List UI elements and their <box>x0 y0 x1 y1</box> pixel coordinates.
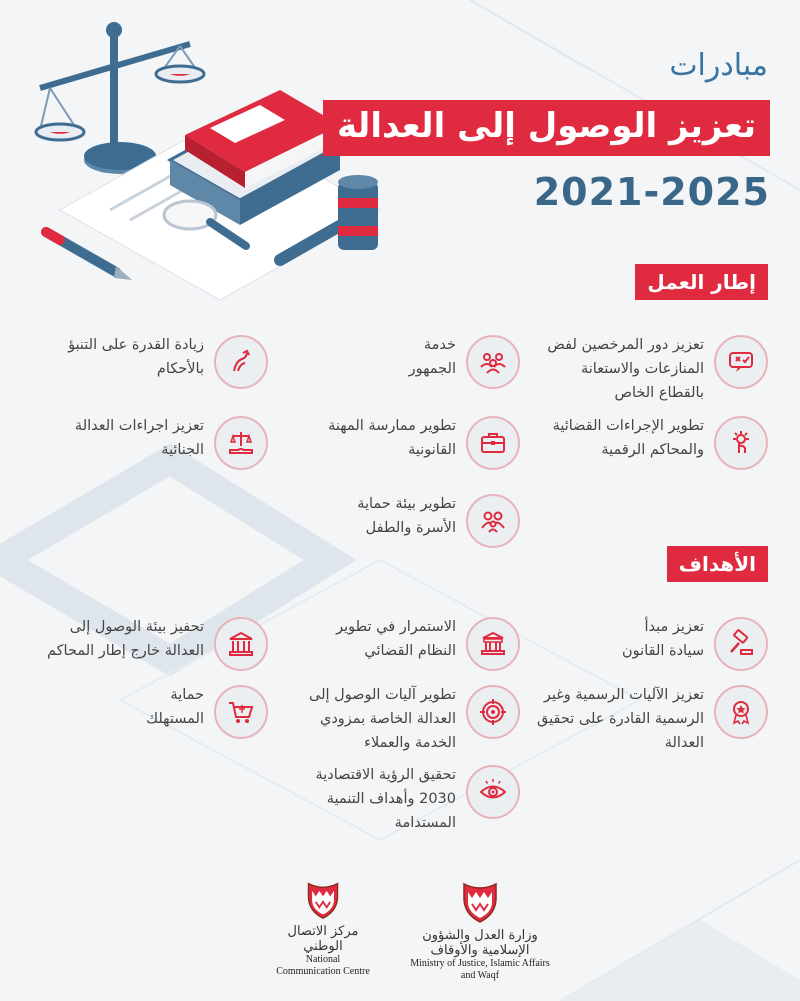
goal-item <box>28 683 268 763</box>
goal-item-text: تعزيز الآليات الرسمية وغير الرسمية القادرة على تحقيق العدالة <box>537 687 704 751</box>
eye-icon <box>466 765 520 819</box>
goal-item <box>528 683 768 763</box>
ncc-name-en-line1: National <box>305 954 341 965</box>
years-range: 2021-2025 <box>533 170 770 214</box>
framework-item <box>528 414 768 494</box>
goal-item-text: تحفيز بيئة الوصول إلى العدالة خارج إطار المحاكم <box>47 619 204 659</box>
ministry-name-en-line2: and Waqf <box>460 970 500 981</box>
briefcase-icon <box>466 416 520 470</box>
framework-item <box>528 333 768 413</box>
dispute-resolution-icon <box>714 335 768 389</box>
target-icon <box>466 685 520 739</box>
goal-item <box>280 763 520 843</box>
framework-item <box>280 414 520 494</box>
courthouse-icon <box>214 617 268 671</box>
framework-item <box>280 492 520 572</box>
goal-item-text: تطوير آليات الوصول إلى العدالة الخاصة بمزودي الخدمة والعملاء <box>309 687 456 751</box>
framework-item-text: تعزيز دور المرخصين لفض المنازعات والاستعانة بالقطاع الخاص <box>547 337 704 401</box>
ministry-logo <box>400 880 560 982</box>
shopping-cart-icon <box>214 685 268 739</box>
family-icon <box>466 494 520 548</box>
framework-item-text: تطوير الإجراءات القضائية والمحاكم الرقمية <box>552 418 704 458</box>
goals-heading: الأهداف <box>667 546 768 582</box>
growth-arrow-icon <box>214 335 268 389</box>
framework-heading: إطار العمل <box>635 264 768 300</box>
goal-item <box>280 683 520 763</box>
framework-item-text: خدمة الجمهور <box>408 337 456 377</box>
ncc-logo <box>268 880 378 978</box>
scales-hand-icon <box>214 416 268 470</box>
goal-item-text: الاستمرار في تطوير النظام القضائي <box>336 619 456 659</box>
framework-item-text: تطوير ممارسة المهنة القانونية <box>328 418 456 458</box>
framework-item <box>28 333 268 413</box>
judicial-system-icon <box>466 617 520 671</box>
goal-item-text: تعزيز مبدأ سيادة القانون <box>622 619 704 659</box>
ncc-emblem-icon <box>303 880 343 920</box>
framework-item <box>280 333 520 413</box>
ncc-name-ar: مركز الاتصال الوطني <box>287 924 359 954</box>
gavel-icon <box>714 617 768 671</box>
initiatives-label: مبادرات <box>669 48 768 83</box>
justice-illustration <box>20 10 400 310</box>
framework-item-text: زيادة القدرة على التنبؤ بالأحكام <box>68 337 204 377</box>
people-group-icon <box>466 335 520 389</box>
framework-item-text: تطوير بيئة حماية الأسرة والطفل <box>357 496 456 536</box>
ministry-emblem-icon <box>458 880 502 924</box>
page-title: تعزيز الوصول إلى العدالة <box>323 100 770 156</box>
digital-touch-icon <box>714 416 768 470</box>
award-badge-icon <box>714 685 768 739</box>
ministry-name-en-line1: Ministry of Justice, Islamic Affairs <box>410 958 550 969</box>
goal-item-text: حماية المستهلك <box>146 687 204 727</box>
framework-item <box>28 414 268 494</box>
goal-item-text: تحقيق الرؤية الاقتصادية 2030 وأهداف التنمية المستدامة <box>315 767 456 831</box>
framework-item-text: تعزيز اجراءات العدالة الجنائية <box>74 418 204 458</box>
ncc-name-en-line2: Communication Centre <box>276 966 370 977</box>
ministry-name-ar: وزارة العدل والشؤون الإسلامية والأوقاف <box>422 928 538 958</box>
